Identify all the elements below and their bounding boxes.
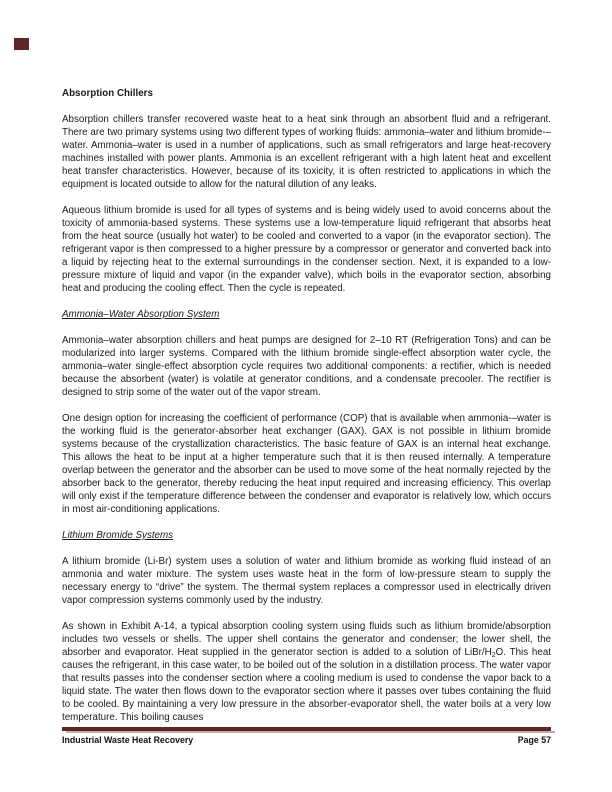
paragraph: Ammonia–water absorption chillers and heat pumps are designed for 2–10 RT (Refrigeration Tons) and can be modularized into larger systems. Compared with the lithium bromide single-effect absorption water cycle, the ammonia–water single-effect absorption cycle requires two additional components: a rectifier, which is needed because the absorbent (water) is volatile at generator conditions, and a condensate precooler. The rectifier is designed to strip some of the water out of the vapor stream. [62, 335, 551, 398]
subsection-heading-lithium-bromide: Lithium Bromide Systems [62, 530, 174, 541]
paragraph: A lithium bromide (Li-Br) system uses a solution of water and lithium bromide as working fluid instead of an ammonia and water mixture. The system uses waste heat in the form of low-pressure steam to supply the necessary energy to “drive” the system. The thermal system replaces a compressor used in electrically driven vapor compression systems commonly used by the industry. [62, 556, 551, 606]
chemical-subscript: 2 [491, 652, 496, 659]
paragraph: Aqueous lithium bromide is used for all types of systems and is being widely used to avoid concerns about the toxicity of ammonia-based systems. These systems use a low-temperature liquid refrigerant that absorbs heat from the heat source (usually hot water) to be cooled and converted to a vapor (in the evaporator section). The refrigerant vapor is then compressed to a higher pressure by a compressor or generator and converted back into a liquid by rejecting heat to the external surroundings in the condenser section. Next, it is expanded to a low-pressure mixture of liquid and vapor (in the expander valve), which boils in the evaporator section, absorbing heat and producing the cooling effect. Then the cycle is repeated. [62, 205, 551, 294]
paragraph-text: As shown in Exhibit A-14, a typical absorption cooling system using fluids such as lithium bromide/absorption includes two vessels or shells. The upper shell contains the generator and condenser; the lower shell, the absorber and evaporator. Heat supplied in the generator section is added to a solution of LiBr/H [62, 621, 551, 658]
page-body [62, 87, 551, 724]
paragraph-text: O. This heat causes the refrigerant, in this case water, to be boiled out of the solution in a distillation process. The water vapor that results passes into the condenser section where a cooling medium is used to condense the vapor back to a liquid state. The water then flows down to the evaporator section where it passes over tubes containing the fluid to be cooled. By maintaining a very low pressure in the absorber-evaporator shell, the water boils at a very low temperature. This boiling causes [62, 647, 551, 723]
footer-page-number: Page 57 [517, 735, 551, 745]
paragraph: Absorption chillers transfer recovered waste heat to a heat sink through an absorbent fluid and a refrigerant. There are two primary systems using two different types of working fluids: ammonia–water and lithium bromide-–water. Ammonia–water is used in a number of applications, such as small refrigerators and large heat-recovery machines installed with power plants. Ammonia is an excellent refrigerant with a high latent heat and excellent heat transfer characteristics. However, because of its toxicity, it is often restricted to applications in which the equipment is located outside to allow for the natural dilution of any leaks. [62, 114, 551, 190]
section-heading-absorption-chillers: Absorption Chillers [62, 88, 153, 99]
footer-rule [62, 727, 551, 731]
subsection-heading-ammonia-water: Ammonia–Water Absorption System [62, 309, 220, 320]
footer-document-title: Industrial Waste Heat Recovery [62, 735, 194, 745]
footer-rule-shadow [66, 731, 555, 733]
page-footer [62, 735, 551, 745]
paragraph [62, 620, 551, 724]
paragraph: One design option for increasing the coefficient of performance (COP) that is available when ammonia-–water is the working fluid is the generator-absorber heat exchanger (GAX). GAX is not possible in lithium bromide systems because of the crystallization characteristics. The basic feature of GAX is an internal heat exchange. This allows the heat to be input at a higher temperature such that it is then reused internally. A temperature overlap between the generator and the absorber can be used to move some of the heat normally rejected by the absorber back to the generator, thereby reducing the heat input required and increasing efficiency. This overlap will only exist if the temperature difference between the condenser and evaporator is relatively low, which occurs in most air-conditioning applications. [62, 413, 551, 515]
page-corner-mark [14, 38, 29, 50]
